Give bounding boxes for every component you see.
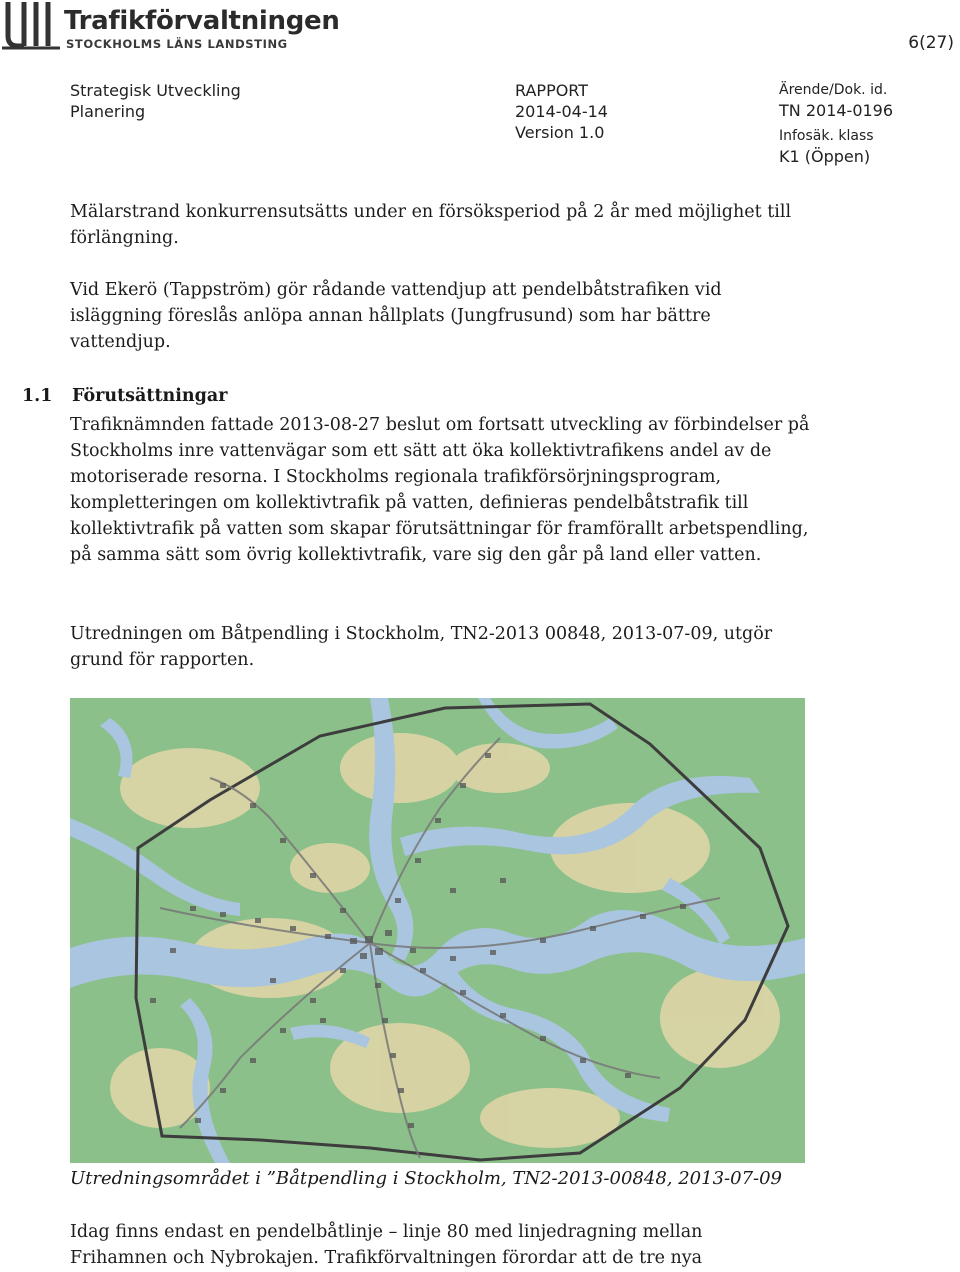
document-version: Version 1.0 [515,123,605,142]
organization-logo [0,0,340,60]
paragraph-5: Idag finns endast en pendelbåtlinje – linje 80 med linjedragning mellan Frihamnen och Nybrokajen. Trafikförvaltningen förordar att de tre nya [70,1222,703,1268]
document-type: RAPPORT [515,81,589,100]
document-date: 2014-04-14 [515,102,608,121]
info-class-value: K1 (Öppen) [779,147,871,166]
org-subtitle: STOCKHOLMS LÄNS LANDSTING [66,37,288,51]
org-name: Trafikförvaltningen [64,6,340,36]
header-case [779,80,893,167]
paragraph-3: Trafiknämnden fattade 2013-08-27 beslut om fortsatt utveckling av förbindelser på Stockholms inre vattenvägar som ett sätt att öka kollektivtrafikens andel av de motoriserade resorna. I Stockholms regionala trafikförsörjningsprogram, kompletteringen om kollektivtrafik på vatten, definieras pendelbåtstrafik till kollektivtrafik på vatten som skapar förutsättningar för framförallt arbetspendling, på samma sätt som övrig kollektivtrafik, vare sig den går på land eller vatten. [70,415,810,565]
figure-caption: Utredningsområdet i ”Båtpendling i Stockholm, TN2-2013-00848, 2013-07-09 [70,1168,783,1189]
section-title: Förutsättningar [72,386,228,406]
case-id: TN 2014-0196 [779,101,894,120]
department-line: Strategisk Utveckling [70,81,241,100]
map-image [70,698,805,1163]
study-area-map [70,698,805,1163]
department-subline: Planering [70,102,146,121]
info-class-label: Infosäk. klass [779,128,874,144]
header-document [515,80,608,143]
section-number: 1.1 [22,386,53,406]
paragraph-1: Mälarstrand konkurrensutsätts under en försöksperiod på 2 år med möjlighet till förlängning. [70,202,792,248]
page-number: 6(27) [908,33,954,53]
case-label: Ärende/Dok. id. [779,82,888,98]
paragraph-4: Utredningen om Båtpendling i Stockholm, TN2-2013 00848, 2013-07-09, utgör grund för rapporten. [70,624,773,670]
logo-mark-icon [2,2,60,50]
paragraph-2: Vid Ekerö (Tappström) gör rådande vattendjup att pendelbåtstrafiken vid isläggning föreslås anlöpa annan hållplats (Jungfrusund) som har bättre vattendjup. [70,280,722,352]
header-department [70,80,241,122]
